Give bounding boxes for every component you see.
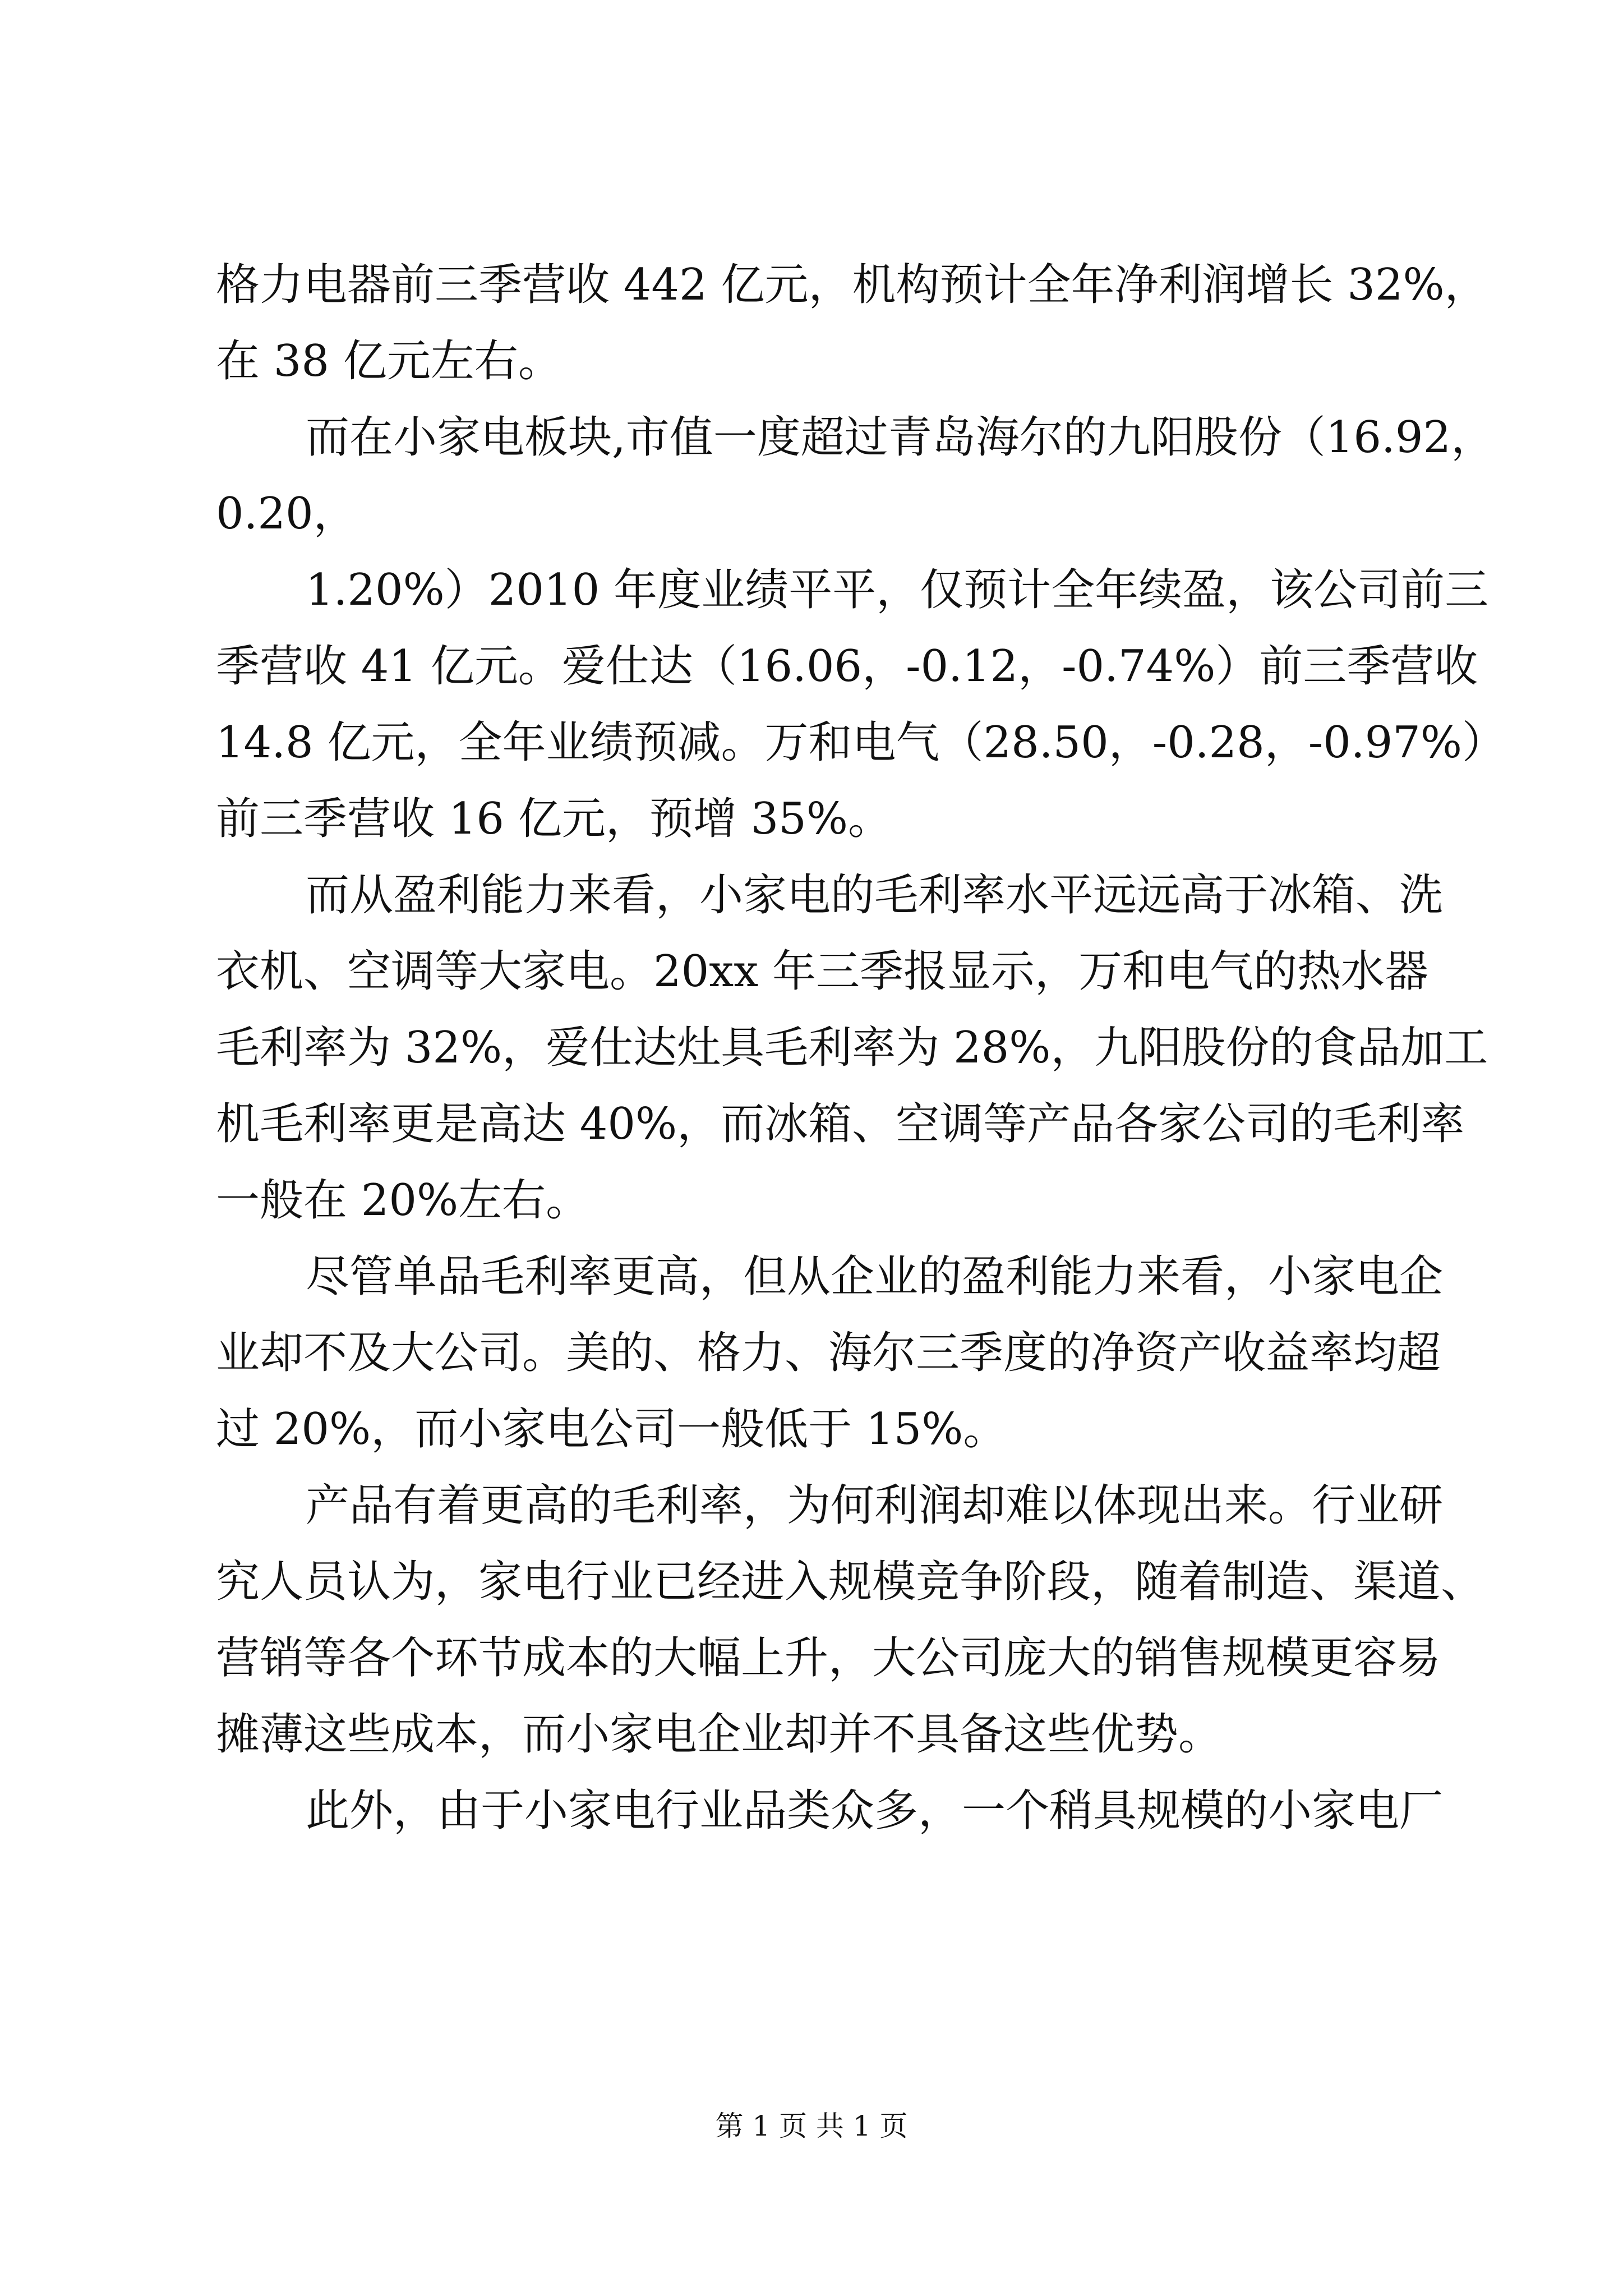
text-line: 1.20%）2010 年度业绩平平，仅预计全年续盈，该公司前三 (306, 565, 1489, 615)
text-line: 机毛利率更是高达 40%，而冰箱、空调等产品各家公司的毛利率 (216, 1099, 1465, 1149)
text-line: 毛利率为 32%，爱仕达灶具毛利率为 28%，九阳股份的食品加工 (216, 1023, 1488, 1073)
text-line: 过 20%，而小家电公司一般低于 15%。 (216, 1404, 1007, 1455)
text-line: 尽管单品毛利率更高，但从企业的盈利能力来看，小家电企 (306, 1251, 1444, 1302)
text-line: 0.20， (216, 489, 357, 539)
text-line: 产品有着更高的毛利率，为何利润却难以体现出来。行业研 (306, 1480, 1444, 1531)
text-line: 业却不及大公司。美的、格力、海尔三季度的净资产收益率均超 (216, 1328, 1441, 1378)
text-line: 季营收 41 亿元。爱仕达（16.06，-0.12，-0.74%）前三季营收 (216, 641, 1478, 692)
text-line: 格力电器前三季营收 442 亿元，机构预计全年净利润增长 32%， (216, 260, 1488, 310)
text-line: 摊薄这些成本，而小家电企业却并不具备这些优势。 (216, 1709, 1223, 1760)
text-line: 一般在 20%左右。 (216, 1175, 590, 1226)
text-line: 究人员认为，家电行业已经进入规模竞争阶段，随着制造、渠道、 (216, 1557, 1485, 1607)
text-line: 在 38 亿元左右。 (216, 336, 562, 386)
text-line: 而在小家电板块,市值一度超过青岛海尔的九阳股份（16.92， (306, 412, 1495, 463)
text-line: 前三季营收 16 亿元，预增 35%。 (216, 794, 892, 844)
text-line: 营销等各个环节成本的大幅上升，大公司庞大的销售规模更容易 (216, 1633, 1441, 1683)
text-line: 此外，由于小家电行业品类众多，一个稍具规模的小家电厂 (306, 1786, 1444, 1836)
text-line: 衣机、空调等大家电。20xx 年三季报显示，万和电气的热水器 (216, 946, 1429, 997)
text-line: 而从盈利能力来看，小家电的毛利率水平远远高于冰箱、洗 (306, 870, 1444, 921)
text-line: 14.8 亿元，全年业绩预减。万和电气（28.50，-0.28，-0.97%） (216, 717, 1506, 768)
page-footer: 第 1 页 共 1 页 (715, 2110, 908, 2142)
document-body (216, 247, 1506, 1849)
